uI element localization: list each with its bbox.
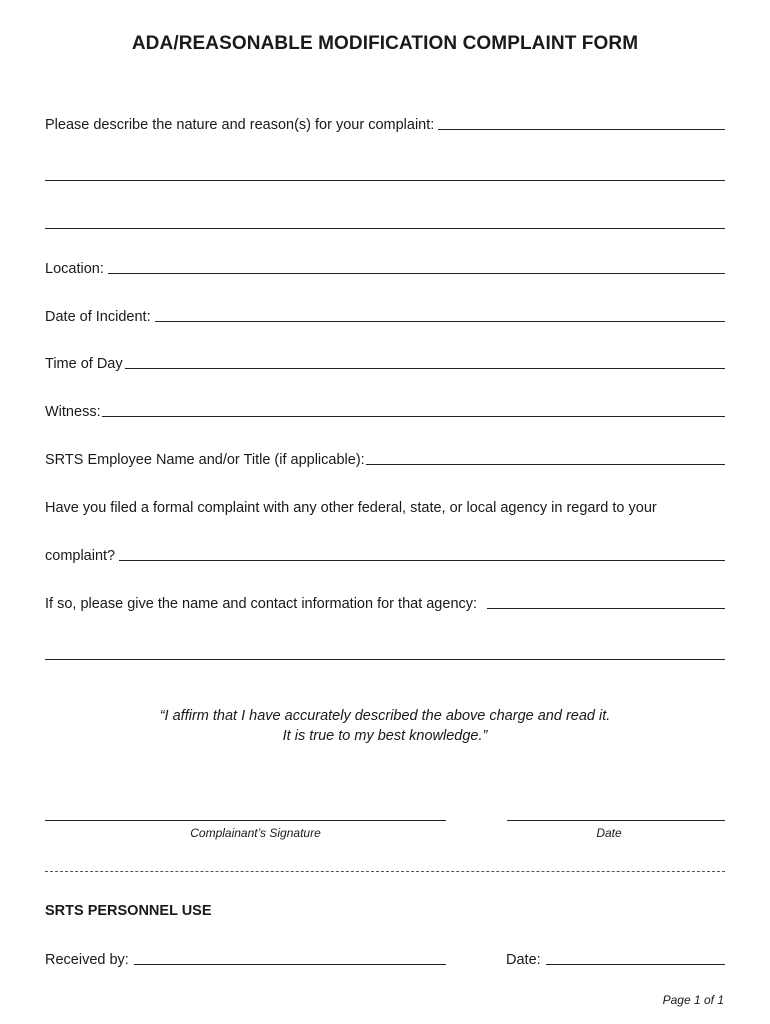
received-by-row xyxy=(45,947,446,969)
agency-contact-input-line[interactable] xyxy=(487,608,725,609)
witness-row xyxy=(45,399,725,421)
nature-row xyxy=(45,112,725,134)
other-agency-question-text: Have you filed a formal complaint with any other federal, state, or local agency in regard to your xyxy=(45,500,657,516)
signature-line[interactable] xyxy=(45,820,446,821)
nature-input-line[interactable] xyxy=(438,129,725,130)
location-label: Location: xyxy=(45,261,104,277)
employee-row xyxy=(45,447,725,469)
nature-label: Please describe the nature and reason(s) for your complaint: xyxy=(45,117,435,133)
witness-label: Witness: xyxy=(45,404,101,420)
agency-contact-label: If so, please give the name and contact information for that agency: xyxy=(45,596,478,612)
page-number: Page 1 of 1 xyxy=(662,993,724,1007)
signature-caption: Complainant’s Signature xyxy=(190,826,321,840)
personnel-heading: SRTS PERSONNEL USE xyxy=(45,903,212,919)
time-of-day-input-line[interactable] xyxy=(125,368,725,369)
witness-input-line[interactable] xyxy=(102,416,725,417)
date-of-incident-label: Date of Incident: xyxy=(45,309,151,325)
nature-continuation-line-1[interactable] xyxy=(45,180,725,181)
employee-label: SRTS Employee Name and/or Title (if applicable): xyxy=(45,452,365,468)
personnel-date-input-line[interactable] xyxy=(546,964,725,965)
affirmation-line-2: It is true to my best knowledge.” xyxy=(282,728,488,744)
other-agency-question-end: complaint? xyxy=(45,548,116,564)
personnel-date-label: Date: xyxy=(506,952,541,968)
other-agency-question-row xyxy=(45,495,725,517)
received-by-input-line[interactable] xyxy=(134,964,446,965)
dashed-divider xyxy=(45,871,725,872)
location-input-line[interactable] xyxy=(108,273,725,274)
received-by-label: Received by: xyxy=(45,952,129,968)
employee-input-line[interactable] xyxy=(366,464,725,465)
date-of-incident-row xyxy=(45,304,725,326)
time-of-day-label: Time of Day xyxy=(45,356,123,372)
affirmation-line-1: “I affirm that I have accurately described the above charge and read it. xyxy=(159,708,611,724)
other-agency-answer-line[interactable] xyxy=(119,560,725,561)
signature-date-caption: Date xyxy=(596,826,622,840)
other-agency-answer-row xyxy=(45,543,725,565)
date-of-incident-input-line[interactable] xyxy=(155,321,725,322)
personnel-date-row xyxy=(506,947,725,969)
nature-continuation-line-2[interactable] xyxy=(45,228,725,229)
agency-contact-continuation-line[interactable] xyxy=(45,659,725,660)
location-row xyxy=(45,256,725,278)
signature-date-line[interactable] xyxy=(507,820,725,821)
agency-contact-row xyxy=(45,591,725,613)
form-title: ADA/REASONABLE MODIFICATION COMPLAINT FORM xyxy=(131,33,639,54)
time-of-day-row xyxy=(45,351,725,373)
